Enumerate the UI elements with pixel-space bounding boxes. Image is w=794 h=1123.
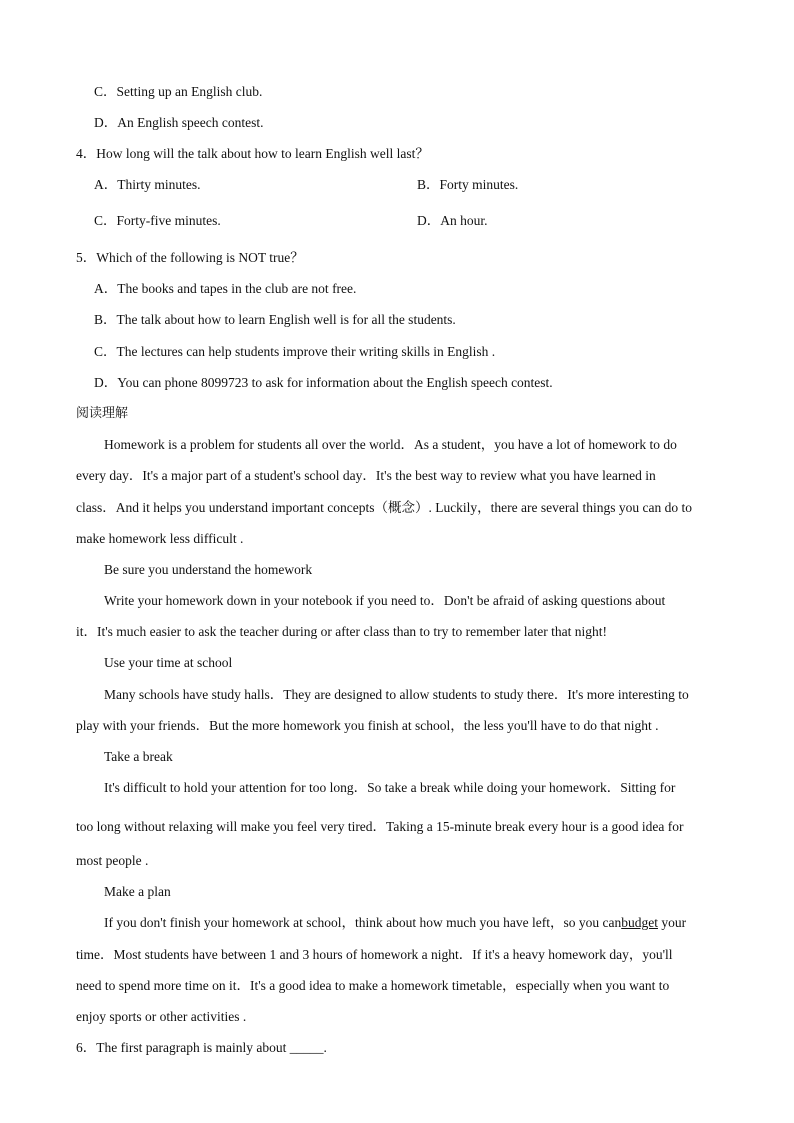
passage-line: Write your homework down in your notebook if you need to．Don't be afraid of asking questions about (104, 593, 666, 608)
q3-option-c: C．Setting up an English club. (94, 84, 263, 99)
q6-blank: _____ (289, 1040, 324, 1055)
passage-text: your (657, 915, 687, 930)
q3-option-d: D．An English speech contest. (94, 115, 264, 130)
q5-option-a: A．The books and tapes in the club are not free. (94, 281, 357, 296)
q4-option-a: A．Thirty minutes. (94, 177, 201, 192)
q5-option-b: B．The talk about how to learn English well is for all the students. (94, 312, 456, 327)
q5-option-d: D．You can phone 8099723 to ask for information about the English speech contest. (94, 375, 553, 390)
passage-line: make homework less difficult . (76, 531, 244, 546)
q5-option-c: C．The lectures can help students improve their writing skills in English . (94, 344, 496, 359)
q6-end: . (323, 1040, 327, 1055)
underlined-word-budget: budget (621, 915, 658, 930)
passage-heading: Make a plan (104, 884, 171, 899)
passage-heading: Take a break (104, 749, 173, 764)
q4-option-d: D．An hour. (417, 213, 488, 228)
passage-line: It's difficult to hold your attention for too long．So take a break while doing your homework．Sitting for (104, 780, 676, 795)
q4-stem: 4．How long will the talk about how to learn English well last？ (76, 146, 429, 161)
passage-heading: Be sure you understand the homework (104, 562, 313, 577)
section-title: 阅读理解 (76, 406, 129, 421)
q6-stem (76, 1039, 327, 1057)
passage-text: If you don't finish your homework at school，think about how much you have left，so you can (104, 915, 622, 930)
passage-line (104, 914, 686, 932)
q5-stem: 5．Which of the following is NOT true？ (76, 250, 304, 265)
passage-line: class．And it helps you understand important concepts（概念）. Luckily，there are several things you can do to (76, 500, 692, 515)
passage-line: need to spend more time on it．It's a good idea to make a homework timetable，especially when you want to (76, 978, 670, 993)
passage-line: Many schools have study halls．They are designed to allow students to study there．It's more interesting to (104, 687, 689, 702)
passage-line: it．It's much easier to ask the teacher during or after class than to try to remember later that night! (76, 624, 607, 639)
passage-line: Homework is a problem for students all over the world．As a student，you have a lot of homework to do (104, 437, 677, 452)
passage-line: too long without relaxing will make you feel very tired．Taking a 15-minute break every hour is a good idea for (76, 819, 684, 834)
passage-line: every day．It's a major part of a student's school day．It's the best way to review what you have learned in (76, 468, 656, 483)
passage-line: enjoy sports or other activities . (76, 1009, 247, 1024)
passage-line: time．Most students have between 1 and 3 hours of homework a night．If it's a heavy homework day，you'll (76, 947, 673, 962)
q4-option-b: B．Forty minutes. (417, 177, 519, 192)
q4-option-c: C．Forty-five minutes. (94, 213, 221, 228)
passage-line: play with your friends．But the more homework you finish at school，the less you'll have to do that night . (76, 718, 659, 733)
q6-text: 6．The first paragraph is mainly about (76, 1040, 290, 1055)
passage-line: most people . (76, 853, 149, 868)
passage-heading: Use your time at school (104, 655, 233, 670)
